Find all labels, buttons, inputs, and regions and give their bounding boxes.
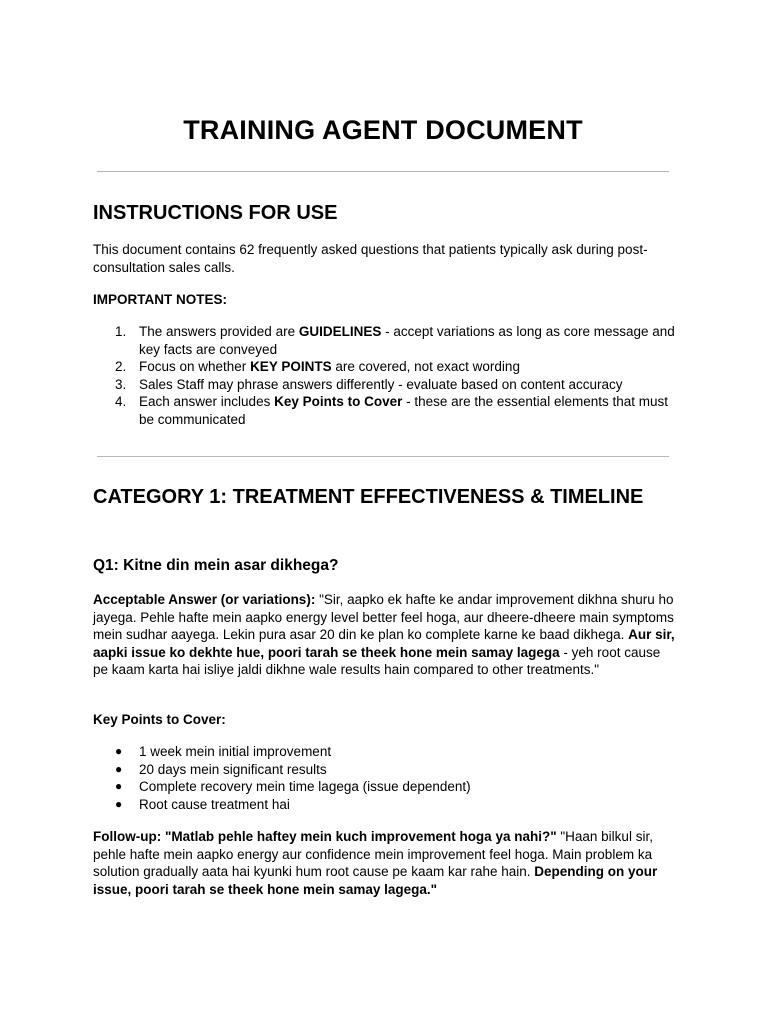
list-item: [93, 376, 678, 394]
list-marker: 2.: [115, 359, 127, 375]
follow-up: [93, 828, 678, 898]
list-item: [93, 323, 678, 358]
divider: [97, 171, 669, 172]
note-text: - these are the essential elements that must be communicated: [139, 394, 668, 427]
list-marker: 1.: [115, 324, 127, 339]
bullet-icon: ●: [115, 796, 123, 811]
bullet-icon: ●: [115, 761, 123, 776]
list-item: [93, 761, 678, 779]
list-item: [93, 796, 678, 814]
key-point-text: Complete recovery mein time lagega (issue dependent): [139, 779, 471, 795]
list-item: [93, 358, 678, 376]
list-item: [93, 778, 678, 796]
key-points-label: Key Points to Cover:: [93, 712, 226, 727]
key-point-text: 1 week mein initial improvement: [139, 744, 332, 759]
key-points-list: [93, 743, 678, 813]
list-marker: 4.: [115, 394, 127, 410]
list-item: [93, 743, 678, 761]
note-text: Each answer includes: [139, 394, 275, 410]
question-heading: Q1: Kitne din mein asar dikhega?: [93, 557, 339, 574]
document-title: TRAINING AGENT DOCUMENT: [183, 115, 583, 145]
follow-up-emphasis: Depending on your issue, poori tarah se theek hone mein samay lagega.": [93, 864, 658, 897]
note-text: - accept variations as long as core message and key facts are conveyed: [139, 324, 675, 357]
note-emphasis: GUIDELINES: [298, 324, 382, 339]
follow-up-text: "Haan bilkul sir, pehle hafte mein aapko energy aur confidence mein improvement feel hoga. Main problem ka solution gradually aata hai kyunki hum root cause pe kaam kar rahe hain.: [93, 829, 653, 880]
answer-emphasis: Aur sir, aapki issue ko dekhte hue, poori tarah se theek hone mein samay lagega: [93, 627, 675, 660]
note-text: are covered, not exact wording: [331, 359, 520, 375]
important-notes-list: [93, 323, 678, 429]
list-marker: 3.: [115, 376, 127, 392]
bullet-icon: ●: [115, 779, 123, 794]
note-text: Sales Staff may phrase answers differently - evaluate based on content accuracy: [139, 376, 623, 392]
bullet-icon: ●: [115, 744, 123, 758]
category-heading: CATEGORY 1: TREATMENT EFFECTIVENESS & TIMELINE: [93, 486, 644, 508]
important-notes-heading: [93, 291, 678, 309]
instructions-heading: INSTRUCTIONS FOR USE: [93, 202, 338, 224]
instructions-intro: This document contains 62 frequently asked questions that patients typically ask during post-consultation sales calls.: [93, 242, 648, 275]
note-text: Focus on whether: [139, 359, 251, 375]
key-points-heading: [93, 711, 678, 729]
note-emphasis: Key Points to Cover: [274, 394, 403, 410]
key-point-text: Root cause treatment hai: [139, 796, 290, 812]
answer-text: - yeh root cause pe kaam karta hai isliye jaldi dikhne wale results hain compared to other treatments.": [93, 644, 661, 678]
list-item: [93, 393, 678, 428]
follow-up-label: Follow-up: "Matlab pehle haftey mein kuch improvement hoga ya nahi?": [93, 829, 557, 844]
answer-text: "Sir, aapko ek hafte ke andar improvement dikhna shuru ho jayega. Pehle hafte mein aapko energy level better feel hoga, aur dheere-dheere main symptoms mein sudhar aayega. Lekin pura asar 20 din ke plan ko complete karne ke baad dikhega.: [93, 592, 674, 643]
note-emphasis: KEY POINTS: [250, 359, 332, 375]
acceptable-answer: [93, 591, 678, 679]
important-notes-label: IMPORTANT NOTES:: [93, 292, 227, 307]
answer-label: Acceptable Answer (or variations):: [93, 592, 316, 607]
divider: [97, 456, 669, 457]
note-text: The answers provided are: [139, 324, 299, 339]
key-point-text: 20 days mein significant results: [139, 761, 327, 777]
